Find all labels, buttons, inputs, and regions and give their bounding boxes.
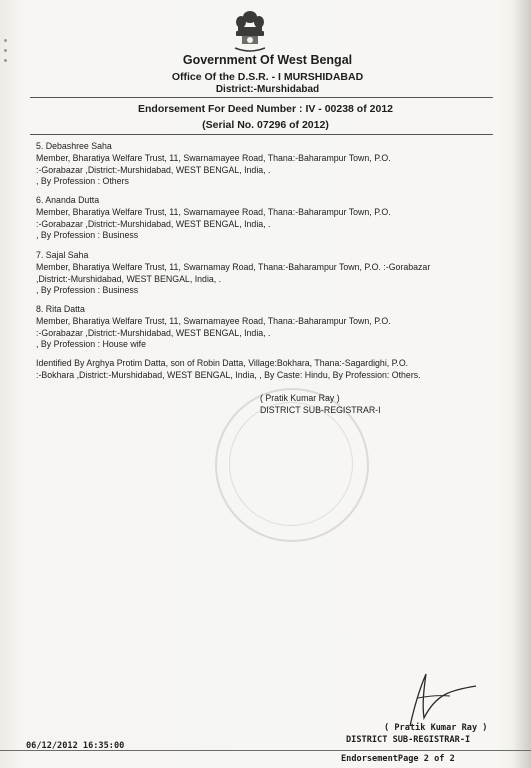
- office-name: Office Of the D.S.R. - I MURSHIDABAD: [171, 71, 364, 83]
- party-detail-line: ,District:-Murshidabad, WEST BENGAL, India, .: [36, 273, 222, 284]
- party-name: 8. Rita Datta: [36, 304, 85, 314]
- seal-inner-ring: [229, 402, 353, 526]
- party-detail-line: Member, Bharatiya Welfare Trust, 11, Swarnamay Road, Thana:-Baharampur Town, P.O. :-Gorabazar: [36, 261, 431, 272]
- header-divider: [30, 134, 493, 135]
- party-detail-line: :-Gorabazar ,District:-Murshidabad, WEST BENGAL, India, .: [36, 218, 271, 229]
- identifier-line: Identified By Arghya Protim Datta, son of Robin Datta, Village:Bokhara, Thana:-Sagardighi, P.O.: [36, 358, 409, 368]
- party-detail-line: :-Gorabazar ,District:-Murshidabad, WEST BENGAL, India, .: [36, 327, 271, 338]
- party-name: 7. Sajal Saha: [36, 250, 89, 260]
- signatory-name: ( Pratik Kumar Ray ): [260, 393, 340, 403]
- signatory-block-bottom: [346, 723, 487, 746]
- identifier-statement: [36, 358, 496, 382]
- party-details: [34, 262, 500, 297]
- party-entry: [34, 250, 500, 297]
- party-name: 5. Debashree Saha: [36, 141, 112, 151]
- party-entry: [34, 195, 500, 242]
- signatory-block: [260, 393, 381, 416]
- government-title: Government Of West Bengal: [182, 53, 353, 67]
- party-profession: , By Profession : Business: [36, 285, 139, 296]
- party-entry: [34, 304, 500, 351]
- page-number: EndorsementPage 2 of 2: [341, 754, 455, 764]
- party-detail-line: Member, Bharatiya Welfare Trust, 11, Swarnamayee Road, Thana:-Baharampur Town, P.O.: [36, 206, 391, 217]
- party-details: [34, 316, 500, 351]
- party-profession: , By Profession : Business: [36, 230, 139, 241]
- party-profession: , By Profession : House wife: [36, 339, 147, 350]
- party-details: [34, 153, 500, 188]
- party-detail-line: Member, Bharatiya Welfare Trust, 11, Swarnamayee Road, Thana:-Baharampur Town, P.O.: [36, 315, 391, 326]
- signatory-designation: DISTRICT SUB-REGISTRAR-I: [260, 404, 381, 415]
- party-detail-line: :-Gorabazar ,District:-Murshidabad, WEST BENGAL, India, .: [36, 164, 271, 175]
- party-profession: , By Profession : Others: [36, 176, 129, 187]
- party-details: [34, 207, 500, 242]
- binder-hole: [4, 49, 7, 52]
- header-divider: [30, 97, 493, 98]
- party-entry: [34, 141, 500, 188]
- binder-hole: [4, 39, 7, 42]
- page-edge-shadow: [513, 0, 531, 768]
- identifier-line: :-Bokhara ,District:-Murshidabad, WEST BENGAL, India, , By Caste: Hindu, By Profession: Others.: [36, 369, 421, 380]
- party-detail-line: Member, Bharatiya Welfare Trust, 11, Swarnamayee Road, Thana:-Baharampur Town, P.O.: [36, 152, 391, 163]
- national-emblem-icon: [229, 8, 271, 58]
- print-timestamp: 06/12/2012 16:35:00: [26, 741, 125, 751]
- serial-number: (Serial No. 07296 of 2012): [202, 119, 329, 131]
- signatory-name: ( Pratik Kumar Ray ): [384, 723, 488, 733]
- signatory-designation: DISTRICT SUB-REGISTRAR-I: [346, 734, 471, 745]
- handwritten-signature-icon: [380, 668, 490, 728]
- endorsement-heading: Endorsement For Deed Number : IV - 00238 of 2012: [138, 103, 393, 115]
- party-name: 6. Ananda Dutta: [36, 195, 100, 205]
- district-name: District:-Murshidabad: [215, 84, 320, 95]
